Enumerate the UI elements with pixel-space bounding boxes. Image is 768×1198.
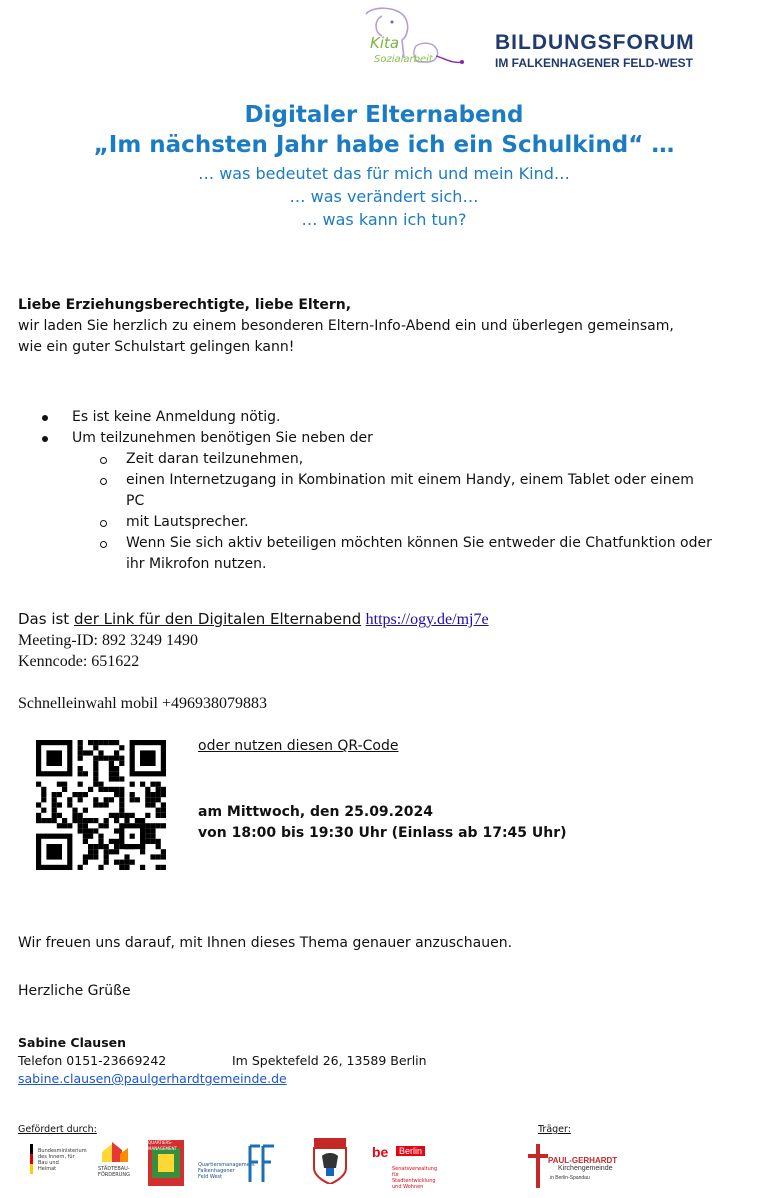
sub-list-item-text: mit Lautsprecher. (126, 514, 249, 530)
title-block (0, 100, 768, 231)
list-item-text: Es ist keine Anmeldung nötig. (72, 409, 281, 425)
qm-falkenhagener-feld-logo (198, 1144, 278, 1184)
kita-sozialarbeit-logo (352, 6, 470, 72)
requirements-list (18, 407, 748, 575)
qr-code-label: oder nutzen diesen QR-Code (198, 738, 399, 754)
title-question-1: … was bedeutet das für mich und mein Kind… (198, 164, 570, 183)
meeting-id: Meeting-ID: 892 3249 1490 (18, 632, 198, 649)
be-mark: be (372, 1144, 389, 1160)
sponsors-label: Gefördert durch: (18, 1124, 97, 1135)
contact-email-link[interactable]: sabine.clausen@paulgerhardtgemeinde.de (18, 1071, 287, 1086)
sub-list-item-text-cont: PC (126, 493, 145, 509)
bullet-icon (42, 415, 48, 421)
bildungsforum-title: BILDUNGSFORUM (495, 31, 695, 54)
house-icon (98, 1140, 134, 1164)
list-item (18, 407, 748, 428)
title-question-3: … was kann ich tun? (301, 210, 467, 229)
bmi-logo (30, 1140, 87, 1180)
dialin-number: Schnelleinwahl mobil +496938079883 (18, 695, 267, 712)
contact-address: Im Spektefeld 26, 13589 Berlin (232, 1053, 427, 1068)
staedtebau-text: STÄDTEBAU-FÖRDERUNG (98, 1166, 131, 1178)
berlin-senat-logo (372, 1144, 442, 1190)
event-time: von 18:00 bis 19:30 Uhr (Einlass ab 17:45 Uhr) (198, 825, 567, 841)
event-date: am Mittwoch, den 25.09.2024 (198, 804, 433, 820)
page-subtitle: „Im nächsten Jahr habe ich ein Schulkind“ … (93, 132, 675, 158)
link-prefix: Das ist (18, 610, 74, 628)
circle-bullet-icon (100, 541, 107, 548)
sub-list-item-text-cont: ihr Mikrofon nutzen. (126, 556, 267, 572)
sub-list-item-text: einen Internetzugang in Kombination mit einem Handy, einem Tablet oder einem (126, 472, 694, 488)
paul-gerhardt-logo (528, 1144, 628, 1188)
invitation-line-1: wir laden Sie herzlich zu einem besonderen Eltern-Info-Abend ein und überlegen gemeinsam, (18, 318, 674, 334)
pg-name: PAUL-GERHARDT (548, 1156, 618, 1165)
ff-logo-icon (248, 1144, 276, 1184)
meeting-info (18, 609, 748, 672)
berlin-word: Berlin (396, 1146, 425, 1156)
sub-list-item (18, 449, 748, 470)
bmi-text: Bundesministerium des Innern, für Bau und Heimat (38, 1148, 87, 1172)
sozialarbeit-word: Sozialarbeit (374, 54, 433, 65)
kita-word: Kita (370, 34, 400, 52)
contact-block (18, 1034, 748, 1088)
bullet-icon (42, 436, 48, 442)
meeting-passcode: Kenncode: 651622 (18, 653, 140, 670)
spandau-coat-of-arms (310, 1138, 350, 1184)
greeting-paragraph (18, 295, 748, 358)
cross-icon (528, 1144, 548, 1188)
qr-code-icon (36, 740, 166, 870)
staedtebaufoerderung-logo (98, 1140, 134, 1184)
quartiersmanagement-logo (148, 1140, 184, 1186)
closing-text: Wir freuen uns darauf, mit Ihnen dieses Thema genauer anzuschauen. (18, 935, 513, 951)
coat-of-arms-icon (310, 1138, 350, 1184)
sub-list-item (18, 533, 748, 575)
event-details (198, 802, 738, 844)
bildungsforum-subtitle: IM FALKENHAGENER FELD-WEST (495, 56, 693, 70)
sub-list-item (18, 470, 748, 512)
qm-ff-text: Quartiersmanagement Falkenhagener Feld West (198, 1162, 255, 1180)
qm-text: QUARTIERS-MANAGEMENT (148, 1140, 177, 1151)
salutation: Liebe Erziehungsberechtigte, liebe Eltern, (18, 297, 352, 313)
circle-bullet-icon (100, 457, 107, 464)
contact-name: Sabine Clausen (18, 1035, 127, 1050)
meeting-url-link[interactable]: https://ogy.de/mj7e (365, 611, 489, 628)
title-question-2: … was verändert sich… (289, 187, 479, 206)
pg-kirchengemeinde: Kirchengemeinde (558, 1165, 613, 1172)
list-item (18, 428, 748, 449)
page-title: Digitaler Elternabend (244, 102, 524, 128)
sub-list-item-text: Zeit daran teilzunehmen, (126, 451, 304, 467)
invitation-line-2: wie ein guter Schulstart gelingen kann! (18, 339, 295, 355)
berlin-sub-text: Senatsverwaltung für Stadtentwicklung und Wohnen (392, 1166, 438, 1190)
sub-list-item-text: Wenn Sie sich aktiv beteiligen möchten können Sie entweder die Chatfunktion oder (126, 535, 712, 551)
contact-phone: Telefon 0151-23669242 (18, 1053, 167, 1068)
qr-code[interactable] (36, 740, 166, 870)
sub-list-item (18, 512, 748, 533)
circle-bullet-icon (100, 520, 107, 527)
circle-bullet-icon (100, 478, 107, 485)
list-item-text: Um teilzunehmen benötigen Sie neben der (72, 430, 373, 446)
pg-location: in Berlin-Spandau (550, 1175, 590, 1181)
regards-text: Herzliche Grüße (18, 983, 131, 999)
bildungsforum-logo (495, 32, 725, 72)
traeger-label: Träger: (538, 1124, 571, 1135)
link-label: der Link für den Digitalen Elternabend (73, 610, 362, 628)
